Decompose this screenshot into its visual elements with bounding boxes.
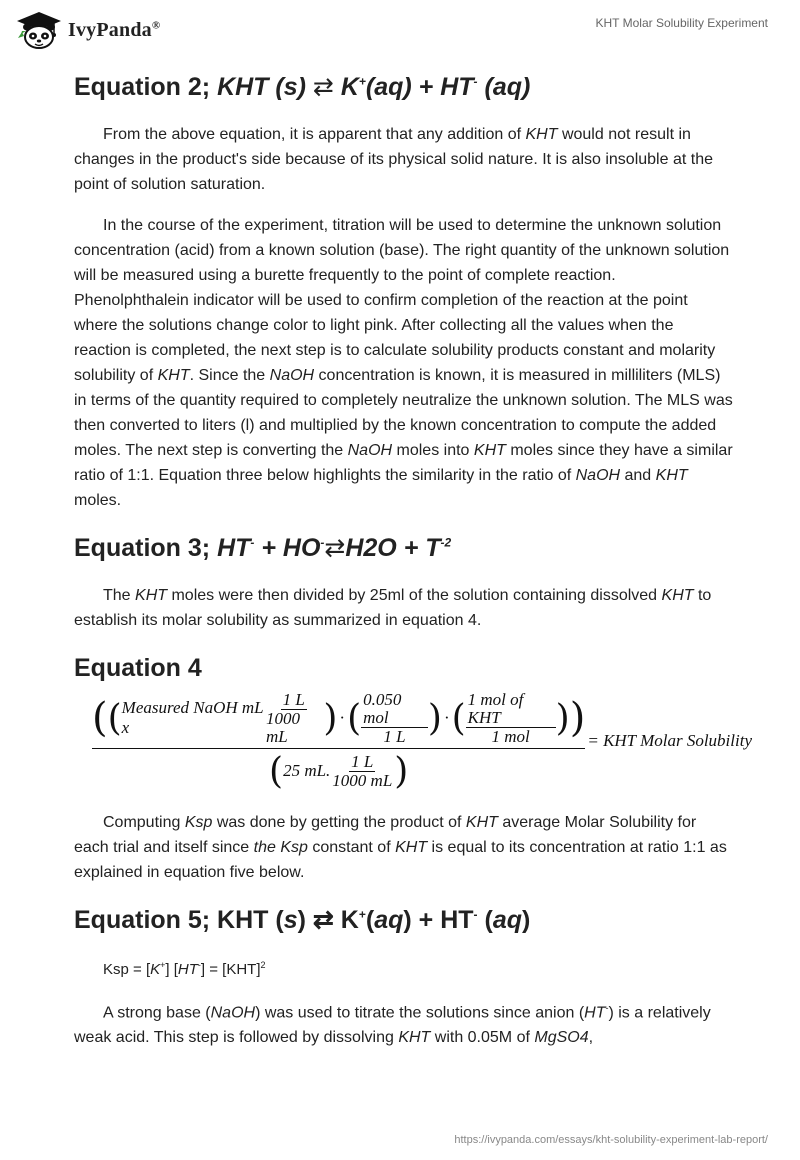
- paragraph-4: Computing Ksp was done by getting the product of KHT average Molar Solubility for each trial and itself since the Ksp constant of KHT is equal to its concentration at ratio 1:1 as explained in equation five below.: [74, 813, 727, 881]
- paragraph-1: From the above equation, it is apparent that any addition of KHT would not result in changes in the product's side because of its physical solid nature. It is also insoluble at the point of solution saturation.: [74, 126, 713, 193]
- paragraph-2: In the course of the experiment, titration will be used to determine the unknown solution concentration (acid) from a known solution (base). The right quantity of the unknown solution will be measured using a burette frequently to the point of complete reaction. Phenolphthalein indicator will be used to confirm completion of the reaction at the point where the solutions change color to light pink. After collecting all the values when the reaction is completed, the next step is to calculate solubility products constant and molarity solubility of KHT. Since the NaOH concentration is known, it is measured in milliliters (MLS) in terms of the quantity required to completely neutralize the unknown solution. The MLS was then converted to liters (l) and multiplied by the known concentration to compute the added moles. The next step is converting the NaOH moles into KHT moles since they have a similar ratio of 1:1. Equation three below highlights the similarity in the ratio of NaOH and KHT moles.: [74, 217, 733, 509]
- equation-3-heading: Equation 3; HT- + HO-⇄H2O + $T^{-2}$: [74, 533, 452, 562]
- measured-naoh-term: Measured NaOH mL x: [121, 698, 264, 738]
- volume-term: 25 mL.: [283, 761, 331, 781]
- brand-logo[interactable]: [16, 10, 160, 50]
- equation-4-heading: Equation 4: [74, 654, 202, 682]
- document-title: KHT Molar Solubility Experiment: [595, 16, 768, 30]
- fraction-mol-ratio: $\frac{\text{1 mol of KHT}}{\text{1 mol}}$: [466, 691, 556, 746]
- brand-name: IvyPanda®: [68, 18, 161, 41]
- equation-4-formula: ( ( Measured NaOH mL x $\frac{1 L}{1000 mL}$ ) · ( $\frac{\text{0.050 mol}}{1 L}$ ) · ( $\frac{\text{1 mol of KHT}}{\text{1 mol}}$ ) ) ( 25 mL. $\frac{1 L}{1000 mL}$ ) = KHT Molar Solubility: [92, 690, 752, 792]
- equation-2-heading: Equation 2; KHT (s) ⇄ K+(aq) + HT- (aq): [74, 72, 531, 101]
- equation-5-heading: Equation 5; KHT (s) ⇄ K+(aq) + HT- (aq): [74, 905, 531, 934]
- fraction-volume-liters: $\frac{1 L}{1000 mL}$: [332, 751, 393, 790]
- fraction-liters: $\frac{1 L}{1000 mL}$: [266, 690, 305, 746]
- fraction-naoh-concentration: $\frac{\text{0.050 mol}}{1 L}$: [361, 691, 428, 746]
- paragraph-3: The KHT moles were then divided by 25ml of the solution containing dissolved KHT to establish its molar solubility as summarized in equation 4.: [74, 587, 712, 629]
- ksp-expression: Ksp = [K+] [HT-] = [KHT]$^2$: [103, 959, 266, 978]
- article-body: [74, 68, 752, 1050]
- page-header: [0, 0, 800, 60]
- paragraph-5: A strong base (NaOH) was used to titrate the solutions since anion (HT-) is a relatively weak acid. This step is followed by dissolving KHT with 0.05M of MgSO4,: [74, 1002, 711, 1046]
- panda-graduate-icon: [16, 10, 62, 50]
- source-url[interactable]: https://ivypanda.com/essays/kht-solubility-experiment-lab-report/: [454, 1134, 768, 1146]
- formula-result: = KHT Molar Solubility: [587, 731, 752, 751]
